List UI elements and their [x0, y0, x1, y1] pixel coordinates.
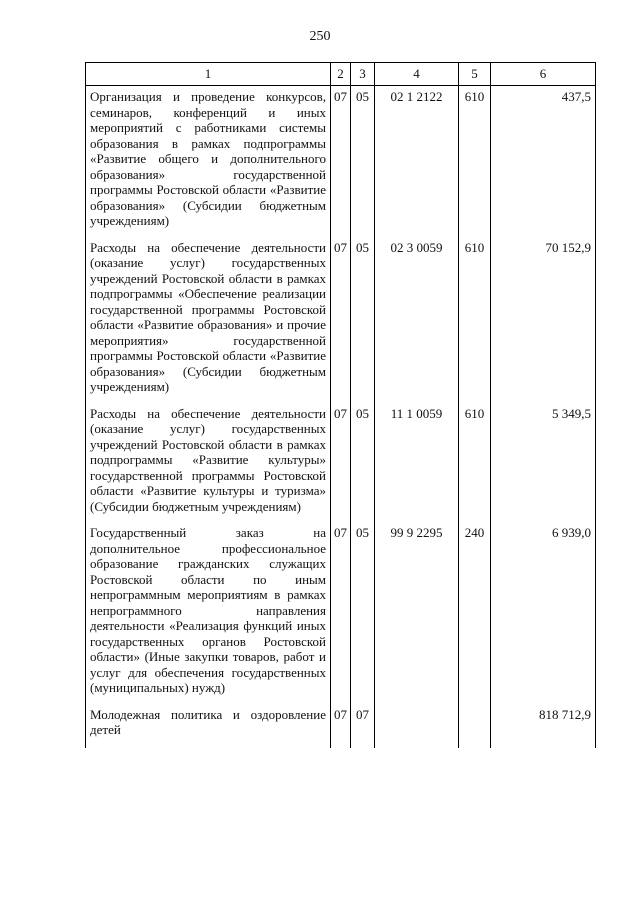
row-expense-type: 610	[459, 237, 491, 403]
row-amount: 5 349,5	[491, 403, 596, 523]
column-header-3: 3	[351, 63, 375, 86]
column-header-2: 2	[331, 63, 351, 86]
row-description: Молодежная политика и оздоровление детей	[86, 704, 331, 748]
table-row	[86, 704, 596, 748]
table-row	[86, 522, 596, 704]
table-row	[86, 403, 596, 523]
row-description: Организация и проведение конкурсов, семинаров, конференций и иных мероприятий с работниками системы образования в рамках подпрограммы «Развитие общего и дополнительного образования» государственной программы Ростовской области «Развитие образования» (Субсидии бюджетным учреждениям)	[86, 86, 331, 237]
column-header-1: 1	[86, 63, 331, 86]
row-section-code: 07	[331, 522, 351, 704]
row-expense-type	[459, 704, 491, 748]
column-header-4: 4	[375, 63, 459, 86]
row-section-code: 07	[331, 237, 351, 403]
row-section-code: 07	[331, 403, 351, 523]
row-subsection-code: 05	[351, 86, 375, 237]
row-expense-type: 610	[459, 86, 491, 237]
row-section-code: 07	[331, 86, 351, 237]
row-description: Расходы на обеспечение деятельности (оказание услуг) государственных учреждений Ростовской области в рамках подпрограммы «Развитие культуры» государственной программы Ростовской области «Развитие культуры и туризма» (Субсидии бюджетным учреждениям)	[86, 403, 331, 523]
row-amount: 70 152,9	[491, 237, 596, 403]
row-amount: 818 712,9	[491, 704, 596, 748]
row-target-article	[375, 704, 459, 748]
row-description: Государственный заказ на дополнительное профессиональное образование гражданских служащих Ростовской области по иным непрограммным мероприятиям в рамках непрограммного направления деятельности «Реализация функций иных государственных органов Ростовской области» (Иные закупки товаров, работ и услуг для обеспечения государственных (муниципальных) нужд)	[86, 522, 331, 704]
row-target-article: 02 3 0059	[375, 237, 459, 403]
row-target-article: 11 1 0059	[375, 403, 459, 523]
table-row	[86, 237, 596, 403]
row-subsection-code: 05	[351, 403, 375, 523]
table-header-row	[86, 63, 596, 86]
page-number: 250	[309, 29, 331, 44]
row-amount: 437,5	[491, 86, 596, 237]
row-expense-type: 610	[459, 403, 491, 523]
row-amount: 6 939,0	[491, 522, 596, 704]
row-subsection-code: 05	[351, 237, 375, 403]
row-description: Расходы на обеспечение деятельности (оказание услуг) государственных учреждений Ростовской области в рамках подпрограммы «Обеспечение реализации государственной программы Ростовской области «Развитие образования» и прочие мероприятия» государственной программы Ростовской области «Развитие образования» (Субсидии бюджетным учреждениям)	[86, 237, 331, 403]
budget-table	[85, 62, 596, 748]
row-expense-type: 240	[459, 522, 491, 704]
table-row	[86, 86, 596, 237]
row-section-code: 07	[331, 704, 351, 748]
row-target-article: 02 1 2122	[375, 86, 459, 237]
row-subsection-code: 05	[351, 522, 375, 704]
row-target-article: 99 9 2295	[375, 522, 459, 704]
column-header-6: 6	[491, 63, 596, 86]
row-subsection-code: 07	[351, 704, 375, 748]
column-header-5: 5	[459, 63, 491, 86]
